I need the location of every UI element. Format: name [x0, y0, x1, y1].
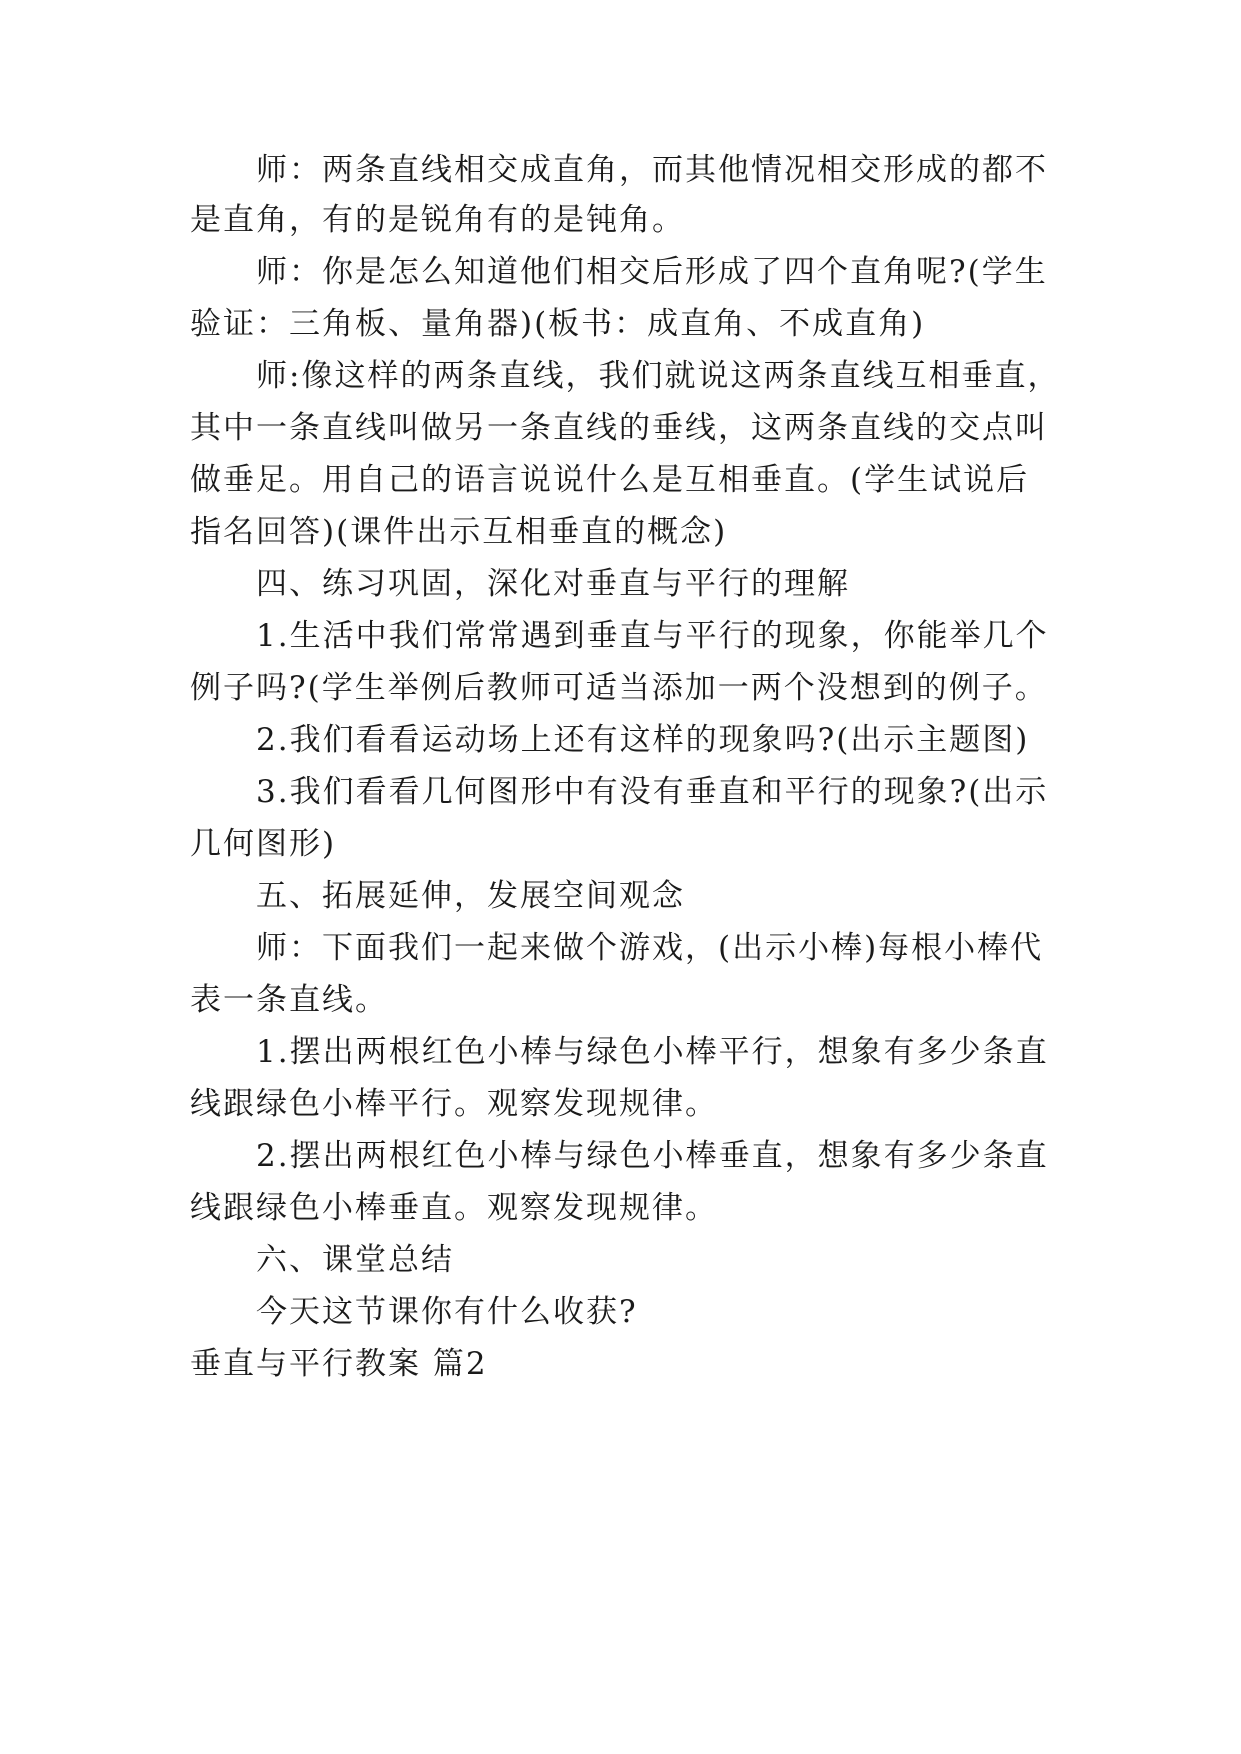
paragraph-line: 验证：三角板、量角器)(板书：成直角、不成直角)	[190, 306, 926, 342]
paragraph-line: 指名回答)(课件出示互相垂直的概念)	[190, 514, 728, 550]
paragraph-line: 表一条直线。	[190, 982, 388, 1018]
section-heading: 六、课堂总结	[256, 1242, 454, 1278]
section-heading: 四、练习巩固，深化对垂直与平行的理解	[256, 566, 850, 602]
paragraph-line: 今天这节课你有什么收获?	[256, 1294, 638, 1330]
paragraph-line: 师：两条直线相交成直角，而其他情况相交形成的都不	[256, 152, 1048, 188]
paragraph-line: 3.我们看看几何图形中有没有垂直和平行的现象?(出示	[256, 774, 1049, 810]
paragraph-line: 1.摆出两根红色小棒与绿色小棒平行，想象有多少条直	[256, 1034, 1049, 1070]
paragraph-line: 几何图形)	[190, 826, 337, 862]
paragraph-line: 例子吗?(学生举例后教师可适当添加一两个没想到的例子。	[190, 670, 1048, 706]
document-title: 垂直与平行教案 篇2	[190, 1346, 488, 1382]
paragraph-line: 师：你是怎么知道他们相交后形成了四个直角呢?(学生	[256, 254, 1048, 290]
paragraph-line: 线跟绿色小棒垂直。观察发现规律。	[190, 1190, 718, 1226]
paragraph-line: 其中一条直线叫做另一条直线的垂线，这两条直线的交点叫	[190, 410, 1048, 446]
paragraph-line: 做垂足。用自己的语言说说什么是互相垂直。(学生试说后	[190, 462, 1030, 498]
section-heading: 五、拓展延伸，发展空间观念	[256, 878, 685, 914]
paragraph-line: 2.摆出两根红色小棒与绿色小棒垂直，想象有多少条直	[256, 1138, 1049, 1174]
paragraph-line: 2.我们看看运动场上还有这样的现象吗?(出示主题图)	[256, 722, 1030, 758]
paragraph-line: 线跟绿色小棒平行。观察发现规律。	[190, 1086, 718, 1122]
paragraph-line: 是直角，有的是锐角有的是钝角。	[190, 202, 685, 238]
paragraph-line: 师:像这样的两条直线，我们就说这两条直线互相垂直，	[256, 358, 1061, 394]
paragraph-line: 1.生活中我们常常遇到垂直与平行的现象，你能举几个	[256, 618, 1049, 654]
paragraph-line: 师：下面我们一起来做个游戏，(出示小棒)每根小棒代	[256, 930, 1044, 966]
